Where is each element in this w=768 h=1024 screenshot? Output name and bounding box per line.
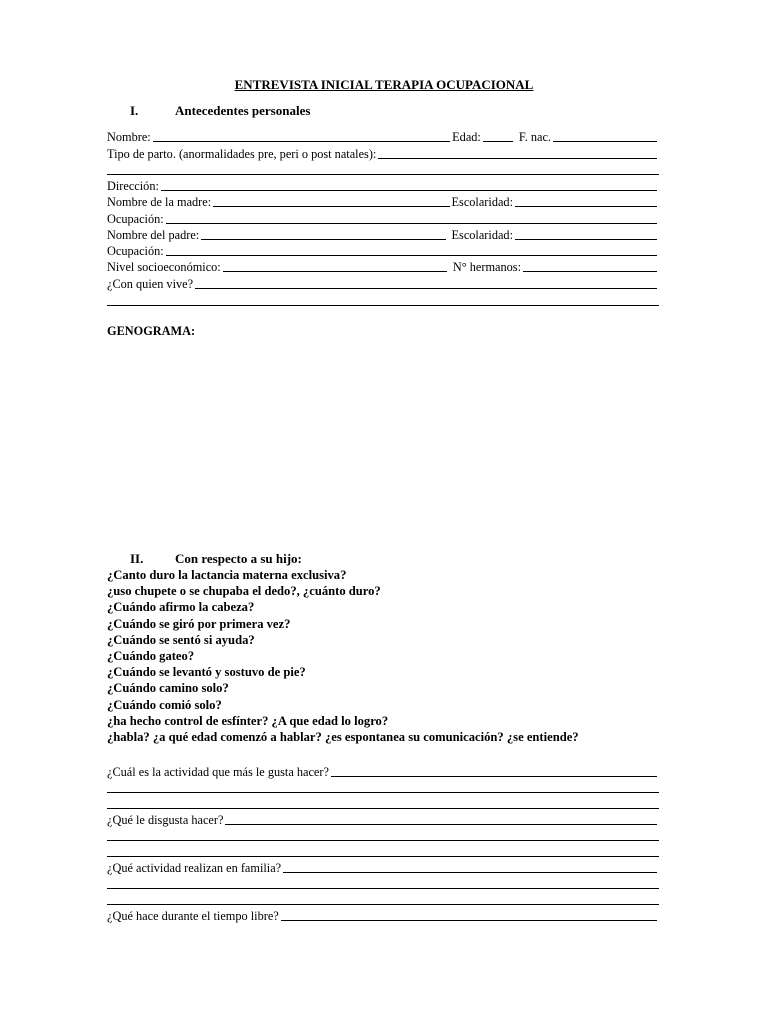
nombre-madre-field[interactable]	[213, 196, 449, 207]
tipo-parto-label: Tipo de parto. (anormalidades pre, peri o post natales):	[107, 147, 377, 161]
disgusta-field[interactable]	[225, 814, 657, 825]
familia-field[interactable]	[283, 862, 657, 873]
section-2-heading	[130, 551, 302, 567]
tiempo-libre-label: ¿Qué hace durante el tiempo libre?	[107, 909, 279, 923]
con-quien-extra-line[interactable]	[107, 305, 659, 306]
disgusta-extra-line-1[interactable]	[107, 840, 659, 841]
gusta-extra-line-1[interactable]	[107, 792, 659, 793]
escolaridad-padre-label: Escolaridad:	[451, 228, 513, 242]
row-con-quien	[107, 276, 659, 292]
ocupacion-madre-label: Ocupación:	[107, 212, 164, 226]
nombre-padre-field[interactable]	[201, 229, 445, 240]
nombre-label: Nombre:	[107, 130, 151, 144]
list-item: ¿Cuándo afirmo la cabeza?	[107, 600, 255, 615]
section-2-number: II.	[130, 551, 144, 566]
row-tiempo-libre	[107, 908, 659, 924]
gusta-extra-line-2[interactable]	[107, 808, 659, 809]
list-item: ¿habla? ¿a qué edad comenzó a hablar? ¿es espontanea su comunicación? ¿se entiende?	[107, 730, 579, 745]
list-item: ¿Cuándo gateo?	[107, 649, 195, 664]
section-1-heading	[130, 103, 310, 119]
question-list	[107, 567, 579, 745]
familia-extra-line-1[interactable]	[107, 888, 659, 889]
nivel-socio-label: Nivel socioeconómico:	[107, 260, 221, 274]
familia-label: ¿Qué actividad realizan en familia?	[107, 861, 282, 875]
nombre-padre-label: Nombre del padre:	[107, 228, 200, 242]
escolaridad-madre-label: Escolaridad:	[451, 195, 513, 209]
familia-extra-line-2[interactable]	[107, 904, 659, 905]
tiempo-libre-field[interactable]	[281, 910, 657, 921]
page-title: ENTREVISTA INICIAL TERAPIA OCUPACIONAL	[234, 77, 534, 92]
list-item: ¿Cuándo se levantó y sostuvo de pie?	[107, 665, 306, 680]
list-item: ¿ha hecho control de esfínter? ¿A que edad lo logro?	[107, 713, 389, 728]
con-quien-field[interactable]	[195, 278, 657, 289]
row-nombre	[107, 129, 659, 145]
list-item: ¿Cuándo se sentó si ayuda?	[107, 632, 255, 647]
con-quien-label: ¿Con quien vive?	[107, 277, 194, 291]
row-direccion	[107, 178, 659, 194]
row-ocupacion-padre	[107, 243, 659, 259]
fnac-field[interactable]	[553, 131, 657, 142]
nivel-socio-field[interactable]	[223, 261, 447, 272]
list-item: ¿Cuándo camino solo?	[107, 681, 229, 696]
list-item: ¿uso chupete o se chupaba el dedo?, ¿cuánto duro?	[107, 584, 381, 599]
ocupacion-padre-field[interactable]	[166, 245, 657, 256]
fnac-label: F. nac.	[518, 130, 551, 144]
ocupacion-madre-field[interactable]	[166, 213, 657, 224]
row-disgusta	[107, 812, 659, 828]
tipo-parto-field[interactable]	[378, 148, 657, 159]
row-padre	[107, 227, 659, 243]
hermanos-field[interactable]	[523, 261, 657, 272]
row-nivel-socio	[107, 259, 659, 275]
escolaridad-padre-field[interactable]	[515, 229, 657, 240]
hermanos-label: N° hermanos:	[452, 260, 521, 274]
row-tipo-parto	[107, 146, 659, 162]
tipo-parto-extra-line[interactable]	[107, 174, 659, 175]
list-item: ¿Canto duro la lactancia materna exclusiva?	[107, 568, 347, 582]
ocupacion-padre-label: Ocupación:	[107, 244, 164, 258]
nombre-field[interactable]	[153, 131, 450, 142]
nombre-madre-label: Nombre de la madre:	[107, 195, 212, 209]
section-2-title: Con respecto a su hijo:	[175, 551, 302, 566]
edad-field[interactable]	[483, 131, 513, 142]
row-ocupacion-madre	[107, 211, 659, 227]
list-item: ¿Cuándo comió solo?	[107, 697, 222, 712]
direccion-label: Dirección:	[107, 179, 159, 193]
genograma-label: GENOGRAMA:	[107, 324, 196, 338]
row-gusta	[107, 764, 659, 780]
gusta-label: ¿Cuál es la actividad que más le gusta hacer?	[107, 765, 329, 779]
section-1-number: I.	[130, 103, 139, 118]
row-familia	[107, 860, 659, 876]
disgusta-extra-line-2[interactable]	[107, 856, 659, 857]
gusta-field[interactable]	[331, 766, 657, 777]
disgusta-label: ¿Qué le disgusta hacer?	[107, 813, 224, 827]
direccion-field[interactable]	[161, 180, 657, 191]
list-item: ¿Cuándo se giró por primera vez?	[107, 616, 291, 631]
escolaridad-madre-field[interactable]	[515, 196, 657, 207]
row-madre	[107, 194, 659, 210]
section-1-title: Antecedentes personales	[175, 103, 311, 118]
edad-label: Edad:	[452, 130, 481, 144]
